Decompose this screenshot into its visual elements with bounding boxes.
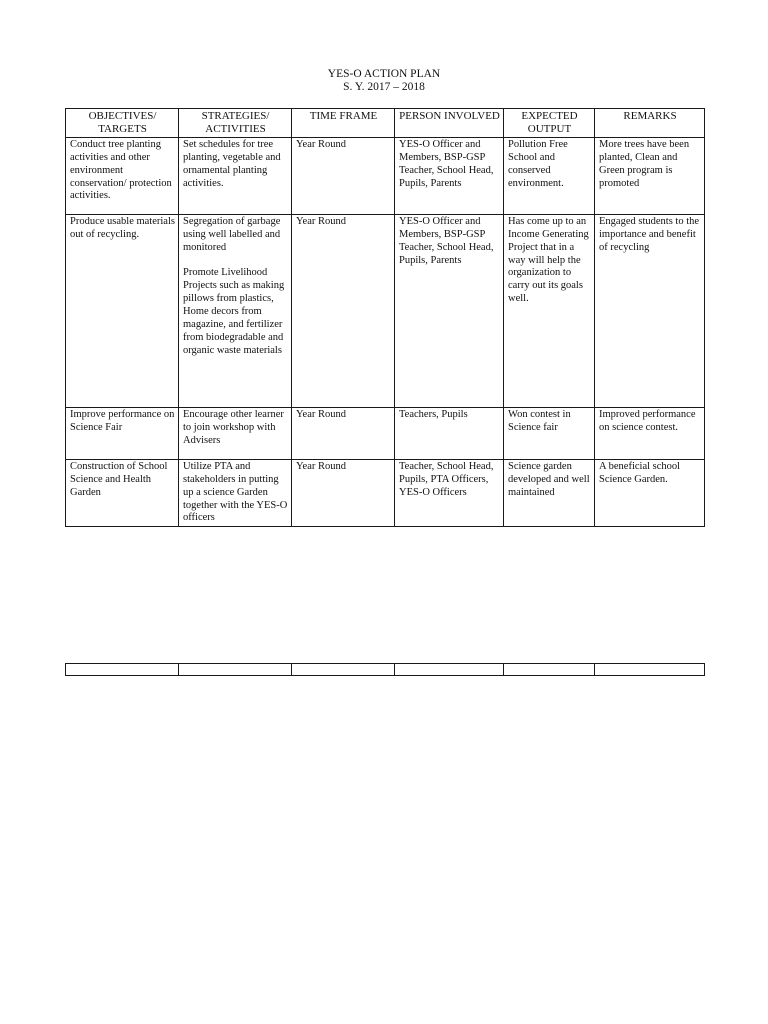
header-remarks: REMARKS: [595, 109, 705, 138]
table-row: [66, 459, 705, 527]
time-frame-cell: Year Round: [292, 214, 395, 407]
time-frame-cell: Year Round: [292, 407, 395, 459]
objective-cell: Conduct tree planting activities and other environment conservation/ protection activities.: [66, 137, 179, 214]
empty-cell: [595, 664, 705, 676]
action-plan-table: [65, 108, 705, 527]
objective-cell: Improve performance on Science Fair: [66, 407, 179, 459]
output-cell: Has come up to an Income Generating Project that in a way will help the organization to carry out its goals well.: [504, 214, 595, 407]
strategy-paragraph: Promote Livelihood Projects such as making pillows from plastics, Home decors from magazine, and fertilizer from biodegradable and organic waste materials: [183, 267, 285, 356]
header-person-involved: PERSON INVOLVED: [395, 109, 504, 138]
time-frame-cell: Year Round: [292, 459, 395, 527]
strategy-paragraph: Segregation of garbage using well labelled and monitored: [183, 215, 281, 253]
title-line-2: S. Y. 2017 – 2018: [343, 81, 425, 93]
persons-cell: YES-O Officer and Members, BSP-GSP Teacher, School Head, Pupils, Parents: [395, 137, 504, 214]
document-title: [0, 68, 768, 94]
title-line-1: YES-O ACTION PLAN: [327, 68, 441, 80]
strategy-cell: [179, 214, 292, 407]
empty-table-row: [65, 663, 705, 676]
table-row: [66, 407, 705, 459]
table-header-row: [66, 109, 705, 138]
header-strategies: STRATEGIES/ ACTIVITIES: [179, 109, 292, 138]
persons-cell: Teacher, School Head, Pupils, PTA Officers, YES-O Officers: [395, 459, 504, 527]
header-objectives: OBJECTIVES/ TARGETS: [66, 109, 179, 138]
remarks-cell: More trees have been planted, Clean and Green program is promoted: [595, 137, 705, 214]
remarks-cell: Engaged students to the importance and benefit of recycling: [595, 214, 705, 407]
persons-cell: YES-O Officer and Members, BSP-GSP Teacher, School Head, Pupils, Parents: [395, 214, 504, 407]
table-row: [66, 137, 705, 214]
output-cell: Science garden developed and well maintained: [504, 459, 595, 527]
objective-cell: Construction of School Science and Health Garden: [66, 459, 179, 527]
strategy-cell: Utilize PTA and stakeholders in putting up a science Garden together with the YES-O officers: [179, 459, 292, 527]
strategy-cell: Set schedules for tree planting, vegetable and ornamental planting activities.: [179, 137, 292, 214]
objective-cell: Produce usable materials out of recycling.: [66, 214, 179, 407]
time-frame-cell: Year Round: [292, 137, 395, 214]
empty-cell: [504, 664, 595, 676]
output-cell: Won contest in Science fair: [504, 407, 595, 459]
output-cell: Pollution Free School and conserved environment.: [504, 137, 595, 214]
header-expected-output: EXPECTED OUTPUT: [504, 109, 595, 138]
table-row: [66, 664, 705, 676]
empty-cell: [66, 664, 179, 676]
empty-cell: [292, 664, 395, 676]
strategy-cell: Encourage other learner to join workshop with Advisers: [179, 407, 292, 459]
header-time-frame: TIME FRAME: [292, 109, 395, 138]
remarks-cell: A beneficial school Science Garden.: [595, 459, 705, 527]
empty-cell: [179, 664, 292, 676]
empty-cell: [395, 664, 504, 676]
table-row: [66, 214, 705, 407]
remarks-cell: Improved performance on science contest.: [595, 407, 705, 459]
persons-cell: Teachers, Pupils: [395, 407, 504, 459]
